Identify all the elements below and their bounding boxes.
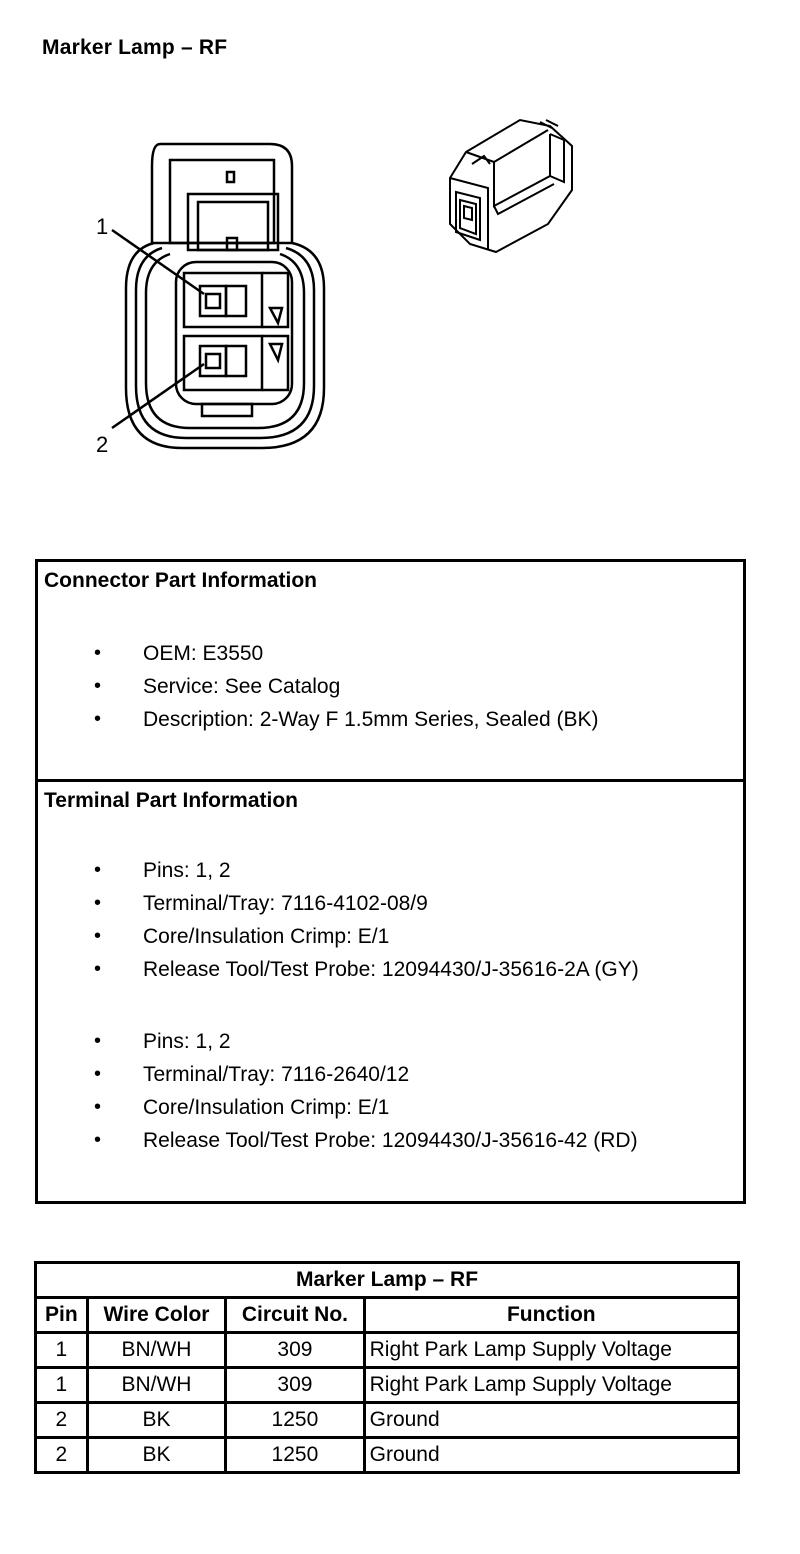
connector-part-list [38,642,743,741]
header-wire-color: Wire Color [87,1298,225,1333]
list-item [38,958,743,991]
list-item-text: OEM: E3550 [143,642,264,665]
table-caption-row [36,1263,739,1298]
bullet-icon: • [94,1030,102,1052]
list-item-text: Terminal/Tray: 7116-4102-08/9 [143,892,428,915]
bullet-icon: • [94,708,102,730]
part-info-box [35,559,746,1204]
list-item [38,708,743,741]
terminal-part-section [38,779,743,1201]
bullet-icon: • [94,675,102,697]
pin-label-1: 1 [96,214,109,239]
cell-wire-color: BK [87,1403,225,1438]
pin-label-2: 2 [96,432,109,457]
page-title: Marker Lamp – RF [42,36,228,59]
connector-part-heading: Connector Part Information [44,569,318,592]
terminal-group-1 [38,859,743,991]
table-row [36,1438,739,1473]
bullet-icon: • [94,1129,102,1151]
cell-pin: 2 [36,1438,88,1473]
bullet-icon: • [94,892,102,914]
bullet-icon: • [94,859,102,881]
list-item [38,1030,743,1063]
header-circuit-no: Circuit No. [226,1298,364,1333]
cell-pin: 1 [36,1333,88,1368]
list-item-text: Core/Insulation Crimp: E/1 [143,925,390,948]
table-row [36,1403,739,1438]
cell-pin: 2 [36,1403,88,1438]
connector-part-section [38,562,743,779]
cell-circuit-no: 309 [226,1368,364,1403]
list-item [38,859,743,892]
list-item [38,1096,743,1129]
bullet-icon: • [94,642,102,664]
cell-circuit-no: 1250 [226,1403,364,1438]
bullet-icon: • [94,1096,102,1118]
list-item-text: Release Tool/Test Probe: 12094430/J-35616-2A (GY) [143,958,639,981]
cell-circuit-no: 309 [226,1333,364,1368]
connector-face-view [92,138,362,468]
list-item [38,892,743,925]
list-item [38,925,743,958]
table-row [36,1368,739,1403]
list-item [38,675,743,708]
list-item-text: Release Tool/Test Probe: 12094430/J-35616-42 (RD) [143,1129,638,1152]
list-item-text: Core/Insulation Crimp: E/1 [143,1096,390,1119]
table-row [36,1333,739,1368]
list-item [38,642,743,675]
list-item-text: Terminal/Tray: 7116-2640/12 [143,1063,410,1086]
list-item-text: Pins: 1, 2 [143,859,231,882]
cell-function: Right Park Lamp Supply Voltage [364,1333,738,1368]
list-item-text: Description: 2-Way F 1.5mm Series, Sealed (BK) [143,708,599,731]
table-header-row [36,1298,739,1333]
pinout-table [34,1261,740,1474]
cell-wire-color: BK [87,1438,225,1473]
header-pin: Pin [36,1298,88,1333]
bullet-icon: • [94,1063,102,1085]
terminal-part-heading: Terminal Part Information [44,789,298,812]
cell-wire-color: BN/WH [87,1333,225,1368]
list-item [38,1129,743,1162]
list-item-text: Pins: 1, 2 [143,1030,231,1053]
cell-wire-color: BN/WH [87,1368,225,1403]
cell-function: Right Park Lamp Supply Voltage [364,1368,738,1403]
list-item-text: Service: See Catalog [143,675,341,698]
bullet-icon: • [94,958,102,980]
cell-function: Ground [364,1438,738,1473]
connector-isometric-view [432,112,592,262]
cell-pin: 1 [36,1368,88,1403]
table-caption: Marker Lamp – RF [36,1263,739,1298]
terminal-group-2 [38,1030,743,1162]
cell-function: Ground [364,1403,738,1438]
list-item [38,1063,743,1096]
bullet-icon: • [94,925,102,947]
header-function: Function [364,1298,738,1333]
cell-circuit-no: 1250 [226,1438,364,1473]
